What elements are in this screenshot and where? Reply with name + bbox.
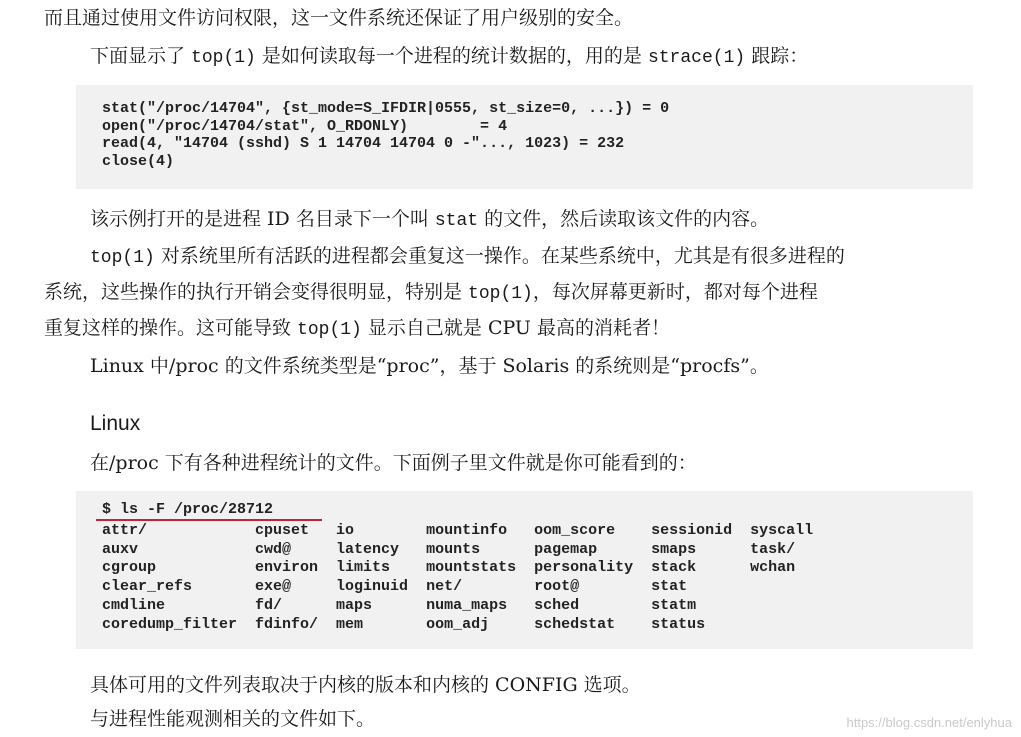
code-line: open("/proc/14704/stat", O_RDONLY) = 4 (102, 117, 508, 135)
ls-entry: smaps (651, 540, 697, 558)
text-segment: 显示自己就是 CPU 最高的消耗者！ (361, 317, 670, 339)
paragraph-top-line1 (90, 238, 995, 276)
text-segment: 对系统里所有活跃的进程都会重复这一操作。在某些系统中，尤其是有很多进程的 (154, 245, 845, 267)
paragraph-top-line2 (44, 274, 995, 312)
ls-entry: net/ (426, 578, 463, 596)
ls-entry: fd/ (255, 596, 283, 614)
ls-entry: statm (651, 596, 697, 614)
paragraph-proc-fs-type: Linux 中/proc 的文件系统类型是“proc”，基于 Solaris 的系统则是“procfs”。 (90, 355, 769, 377)
command-top: top(1) (297, 320, 362, 340)
ls-entry: environ (255, 559, 319, 577)
code-line: read(4, "14704 (sshd) S 1 14704 14704 0 -"..., 1023) = 232 (102, 135, 625, 152)
ls-entry: auxv (102, 540, 139, 558)
ls-entry: io (336, 522, 355, 539)
highlight-underline (96, 519, 322, 521)
ls-entry: fdinfo/ (255, 615, 319, 633)
command-top: top(1) (191, 48, 256, 68)
text-segment: 的文件，然后读取该文件的内容。 (478, 208, 770, 230)
text-segment: 系统，这些操作的执行开销会变得很明显，特别是 (44, 281, 469, 303)
ls-entry: limits (336, 559, 391, 577)
ls-row (102, 522, 831, 541)
ls-entry: cpuset (255, 522, 310, 539)
ls-entry (750, 616, 831, 635)
ls-entry: status (651, 615, 706, 633)
paragraph-config: 具体可用的文件列表取决于内核的版本和内核的 CONFIG 选项。 (90, 674, 641, 696)
ls-row (102, 597, 831, 616)
ls-entry: mountinfo (426, 522, 508, 539)
ls-entry: mem (336, 615, 364, 633)
file-name-stat: stat (434, 211, 479, 231)
ls-entry: personality (534, 559, 634, 577)
paragraph-top-line3 (44, 310, 995, 348)
ls-entry: task/ (750, 540, 796, 558)
ls-entry: exe@ (255, 578, 292, 596)
ls-entry: stack (651, 559, 697, 577)
ls-entry: loginuid (336, 578, 409, 596)
code-block-strace (76, 85, 973, 189)
text-segment: 是如何读取每一个进程的统计数据的，用的是 (255, 45, 648, 67)
paragraph-strace-intro (90, 38, 995, 76)
ls-entry: sched (534, 596, 580, 614)
text-segment: 重复这样的操作。这可能导致 (44, 317, 298, 339)
code-line: stat("/proc/14704", {st_mode=S_IFDIR|0555, st_size=0, ...}) = 0 (102, 100, 670, 117)
code-block-ls (76, 491, 973, 649)
ls-row (102, 541, 831, 560)
ls-entry (750, 578, 831, 597)
text-segment: 下面显示了 (90, 45, 192, 67)
ls-row (102, 578, 831, 597)
section-heading-linux: Linux (90, 412, 141, 435)
ls-row (102, 616, 831, 635)
ls-entry: clear_refs (102, 578, 193, 596)
ls-entry: oom_adj (426, 615, 490, 633)
ls-entry: numa_maps (426, 596, 508, 614)
code-line: close(4) (102, 152, 175, 170)
paragraph-perf-files: 与进程性能观测相关的文件如下。 (90, 708, 376, 730)
shell-prompt: $ ls -F /proc/28712 (102, 501, 274, 518)
ls-entry: maps (336, 596, 373, 614)
paragraph-proc-files: 在/proc 下有各种进程统计的文件。下面例子里文件就是你可能看到的： (90, 452, 697, 474)
text-segment: 该示例打开的是进程 ID 名目录下一个叫 (90, 208, 435, 230)
ls-entry: pagemap (534, 540, 598, 558)
ls-entry: latency (336, 540, 400, 558)
ls-entry: root@ (534, 578, 580, 596)
ls-entry: oom_score (534, 522, 616, 539)
ls-entry (750, 597, 831, 616)
paragraph-security: 而且通过使用文件访问权限，这一文件系统还保证了用户级别的安全。 (44, 7, 634, 29)
watermark: https://blog.csdn.net/enlyhua (846, 715, 1012, 730)
paragraph-stat-file (90, 201, 995, 239)
command-strace: strace(1) (647, 48, 746, 68)
ls-entry: mountstats (426, 559, 517, 577)
ls-entry: schedstat (534, 615, 616, 633)
ls-entry: cmdline (102, 596, 166, 614)
text-segment: 跟踪： (745, 45, 809, 67)
text-segment: ，每次屏幕更新时，都对每个进程 (532, 281, 818, 303)
ls-entry: cgroup (102, 559, 157, 577)
ls-entry: attr/ (102, 522, 148, 539)
ls-entry: sessionid (651, 522, 733, 539)
command-top: top(1) (468, 284, 533, 304)
ls-entry: wchan (750, 559, 796, 577)
command-top: top(1) (90, 248, 155, 268)
ls-entry: cwd@ (255, 540, 292, 558)
ls-entry: mounts (426, 540, 481, 558)
ls-output-table (102, 522, 831, 634)
ls-entry: coredump_filter (102, 615, 238, 633)
ls-row (102, 559, 831, 578)
ls-entry: syscall (750, 522, 814, 539)
ls-entry: stat (651, 578, 688, 596)
